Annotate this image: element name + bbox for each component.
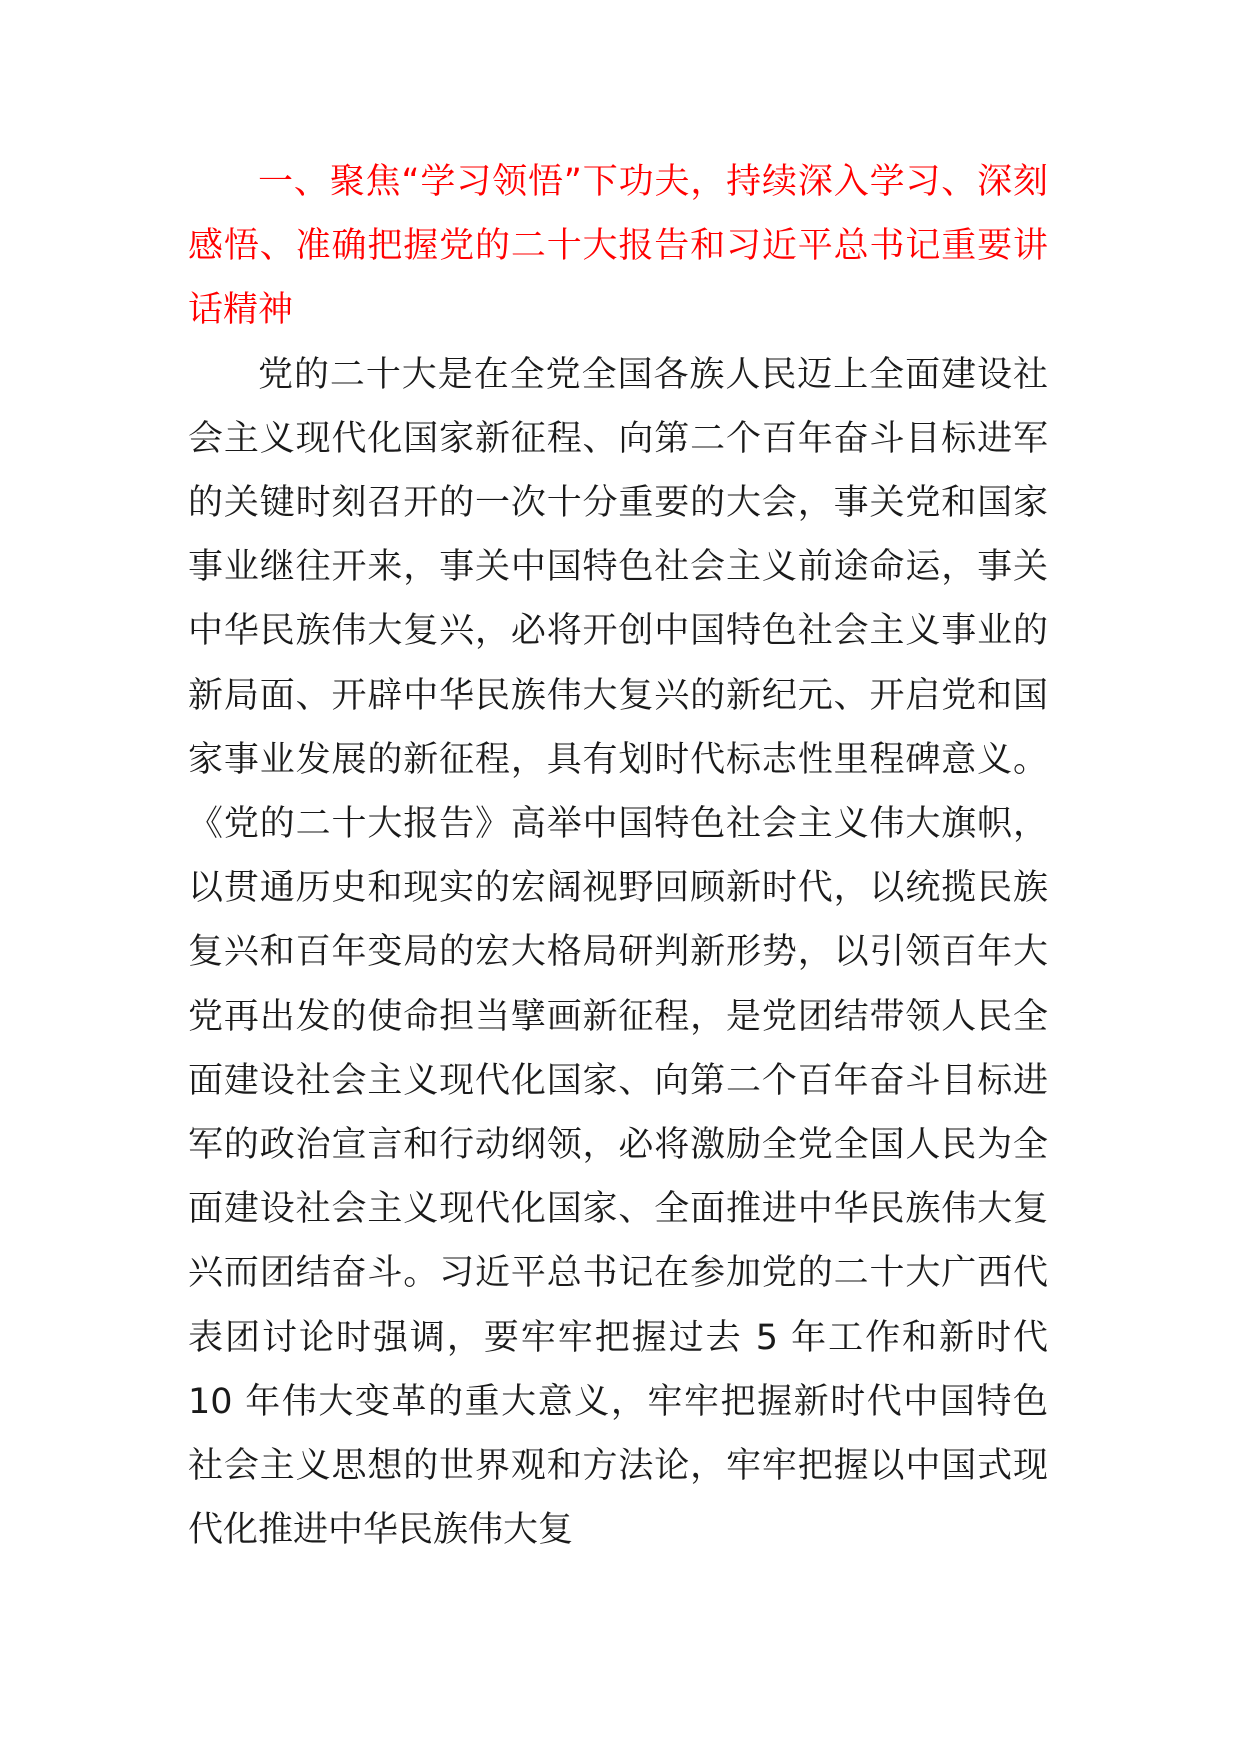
body-paragraph: 党的二十大是在全党全国各族人民迈上全面建设社会主义现代化国家新征程、向第二个百年奋斗目标进军的关键时刻召开的一次十分重要的大会，事关党和国家事业继往开来，事关中国特色社会主义前途命运，事关中华民族伟大复兴，必将开创中国特色社会主义事业的新局面、开辟中华民族伟大复兴的新纪元、开启党和国家事业发展的新征程，具有划时代标志性里程碑意义。《党的二十大报告》高举中国特色社会主义伟大旗帜，以贯通历史和现实的宏阔视野回顾新时代，以统揽民族复兴和百年变局的宏大格局研判新形势，以引领百年大党再出发的使命担当擘画新征程，是党团结带领人民全面建设社会主义现代化国家、向第二个百年奋斗目标进军的政治宣言和行动纲领，必将激励全党全国人民为全面建设社会主义现代化国家、全面推进中华民族伟大复兴而团结奋斗。习近平总书记在参加党的二十大广西代表团讨论时强调，要牢牢把握过去 5 年工作和新时代 10 年伟大变革的重大意义，牢牢把握新时代中国特色社会主义思想的世界观和方法论，牢牢把握以中国式现代化推进中华民族伟大复 (188, 354, 1048, 1551)
section-heading: 一、聚焦“学习领悟”下功夫，持续深入学习、深刻感悟、准确把握党的二十大报告和习近平总书记重要讲话精神 (188, 162, 1048, 331)
document-content (188, 150, 1048, 1562)
